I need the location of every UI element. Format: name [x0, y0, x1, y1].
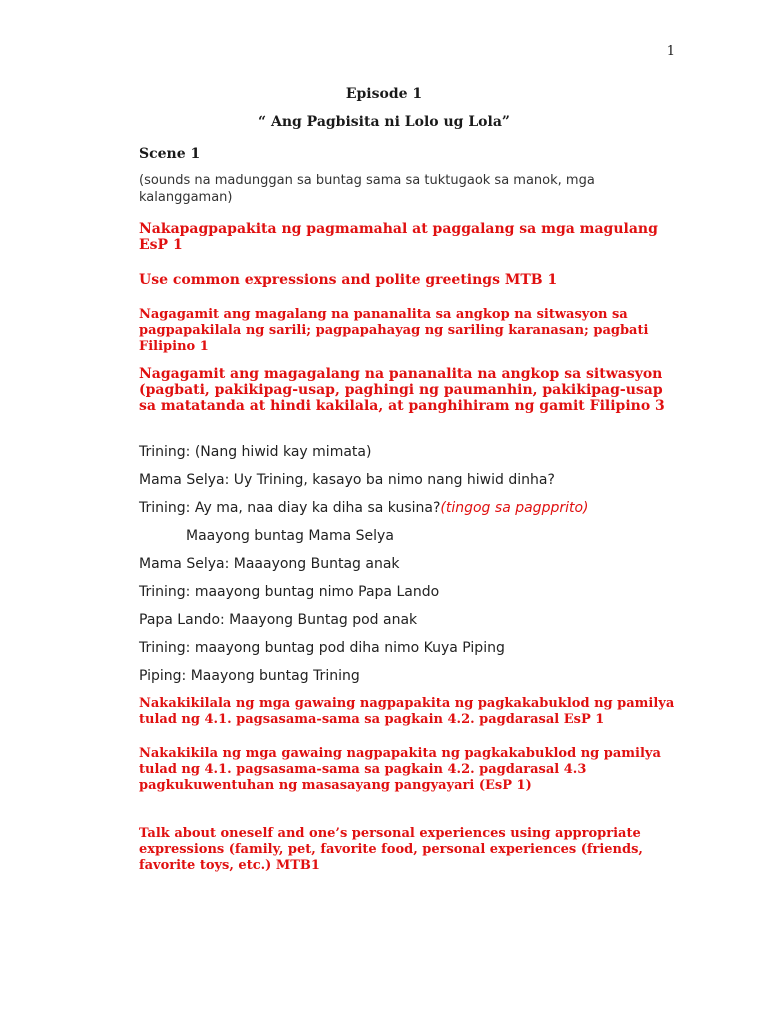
dialogue-line: Maayong buntag Mama Selya [186, 528, 394, 544]
dialogue-line: Papa Lando: Maayong Buntag pod anak [139, 612, 418, 628]
episode-heading: Episode 1 [345, 86, 423, 102]
dialogue-line: Piping: Maayong buntag Trining [139, 668, 360, 684]
sound-effect: (tingog sa pagpprito) [440, 500, 589, 516]
document-body [139, 86, 679, 874]
dialogue-line [139, 498, 679, 518]
dialogue-text: Trining: Ay ma, naa diay ka diha sa kusina? [139, 500, 441, 516]
page-number: 1 [666, 44, 675, 59]
objective-filipino3: Nagagamit ang magagalang na pananalita na angkop sa sitwasyon (pagbati, pakikipag-usap, paghingi ng paumanhin, pakikipag-usap sa matatanda at hindi kakilala, at panghihiram ng gamit Filipino 3 [139, 366, 665, 414]
objective-mtb1: Use common expressions and polite greetings MTB 1 [139, 272, 558, 288]
objective-mtb1-talk: Talk about oneself and one’s personal experiences using appropriate expressions (family, pet, favorite food, personal experiences (friends, favorite toys, etc.) MTB1 [139, 826, 643, 873]
objective-filipino1: Nagagamit ang magalang na pananalita sa angkop na sitwasyon sa pagpapakilala ng sarili; pagpapahayag ng sariling karanasan; pagbati Filipino 1 [139, 307, 649, 354]
dialogue-line: Trining: (Nang hiwid kay mimata) [139, 444, 372, 460]
objective-esp1: Nakapagpapakita ng pagmamahal at paggalang sa mga magulang EsP 1 [139, 221, 658, 253]
scene-heading: Scene 1 [139, 146, 201, 162]
dialogue-line: Mama Selya: Uy Trining, kasayo ba nimo nang hiwid dinha? [139, 472, 555, 488]
episode-title: “ Ang Pagbisita ni Lolo ug Lola” [258, 114, 510, 130]
dialogue-line: Trining: maayong buntag nimo Papa Lando [139, 584, 440, 600]
dialogue-line: Trining: maayong buntag pod diha nimo Kuya Piping [139, 640, 505, 656]
dialogue-line: Mama Selya: Maaayong Buntag anak [139, 556, 400, 572]
sound-note: (sounds na madunggan sa buntag sama sa tuktugaok sa manok, mga kalanggaman) [139, 173, 595, 205]
objective-esp1-family-2: Nakakikila ng mga gawaing nagpapakita ng pagkakabuklod ng pamilya tulad ng 4.1. pagsasama-sama sa pagkain 4.2. pagdarasal 4.3 pagkukuwentuhan ng masasayang pangyayari (EsP 1) [139, 746, 661, 793]
objective-esp1-family: Nakakikilala ng mga gawaing nagpapakita ng pagkakabuklod ng pamilya tulad ng 4.1. pagsasama-sama sa pagkain 4.2. pagdarasal EsP 1 [139, 696, 675, 727]
